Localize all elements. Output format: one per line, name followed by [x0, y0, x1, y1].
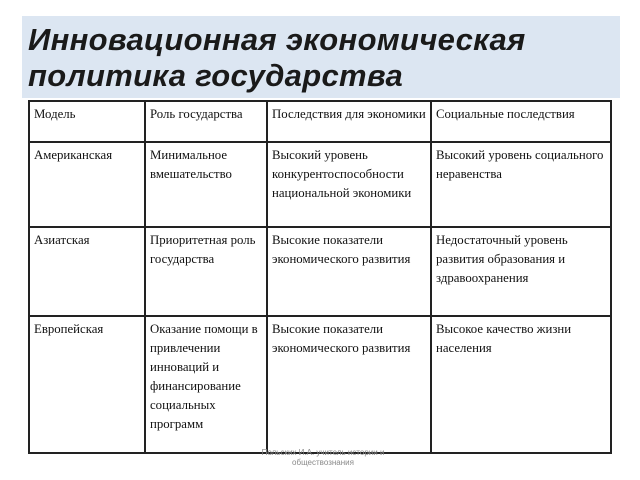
table-cell: Американская — [29, 142, 145, 227]
table-cell: Оказание помощи в привлечении инноваций и финансирование социальных программ — [145, 316, 267, 453]
table-cell: Европейская — [29, 316, 145, 453]
table-row — [29, 227, 611, 316]
table-cell: Приоритетная роль государства — [145, 227, 267, 316]
author-footer: Польских И.А. учитель истории и обществознания — [261, 448, 385, 467]
table-cell: Высокий уровень конкурентоспособности национальной экономики — [267, 142, 431, 227]
table-row — [29, 142, 611, 227]
comparison-table — [28, 100, 612, 454]
table-cell: Минимальное вмешательство — [145, 142, 267, 227]
header-cell-state-role: Роль государства — [145, 101, 267, 142]
page-title: Инновационная экономическая политика государства — [28, 22, 526, 93]
table-cell: Недостаточный уровень развития образования и здравоохранения — [431, 227, 611, 316]
table-cell: Высокий уровень социального неравенства — [431, 142, 611, 227]
header-cell-model: Модель — [29, 101, 145, 142]
header-cell-social-consequences: Социальные последствия — [431, 101, 611, 142]
header-cell-economic-consequences: Последствия для экономики — [267, 101, 431, 142]
table-cell: Высокое качество жизни населения — [431, 316, 611, 453]
table-row — [29, 316, 611, 453]
table-cell: Высокие показатели экономического развития — [267, 316, 431, 453]
table-cell: Высокие показатели экономического развития — [267, 227, 431, 316]
table-header-row — [29, 101, 611, 142]
table-cell: Азиатская — [29, 227, 145, 316]
